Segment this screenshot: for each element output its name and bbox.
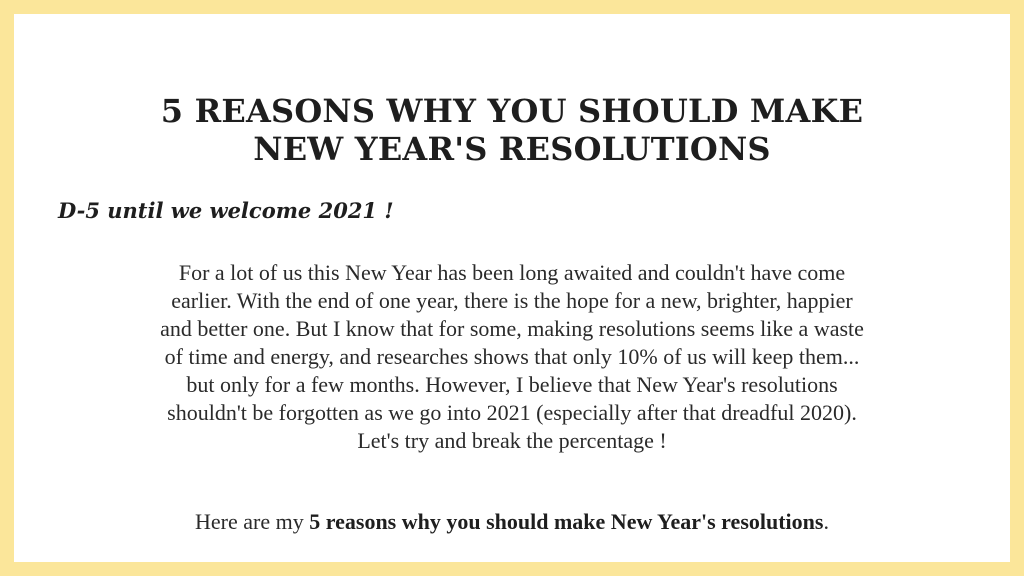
countdown-subtitle: D-5 until we welcome 2021 ! (58, 198, 394, 223)
intro-paragraph (54, 259, 970, 455)
title-line-1: 5 REASONS WHY YOU SHOULD MAKE (160, 92, 864, 130)
closing-suffix: . (823, 509, 829, 534)
intro-line: shouldn't be forgotten as we go into 2021 (especially after that dreadful 2020). (167, 400, 857, 425)
closing-sentence (14, 508, 1010, 536)
intro-line: and better one. But I know that for some, making resolutions seems like a waste (160, 316, 864, 341)
intro-line: but only for a few months. However, I believe that New Year's resolutions (186, 372, 838, 397)
intro-line: of time and energy, and researches shows that only 10% of us will keep them... (164, 344, 860, 369)
closing-prefix: Here are my (195, 509, 310, 534)
title-line-2: NEW YEAR'S RESOLUTIONS (253, 130, 771, 168)
page-title (14, 92, 1010, 168)
closing-emphasis: 5 reasons why you should make New Year's resolutions (309, 509, 824, 534)
intro-line: earlier. With the end of one year, there is the hope for a new, brighter, happier (171, 288, 853, 313)
intro-line: For a lot of us this New Year has been long awaited and couldn't have come (178, 260, 846, 285)
intro-line: Let's try and break the percentage ! (357, 428, 667, 453)
slide-card (14, 14, 1010, 562)
